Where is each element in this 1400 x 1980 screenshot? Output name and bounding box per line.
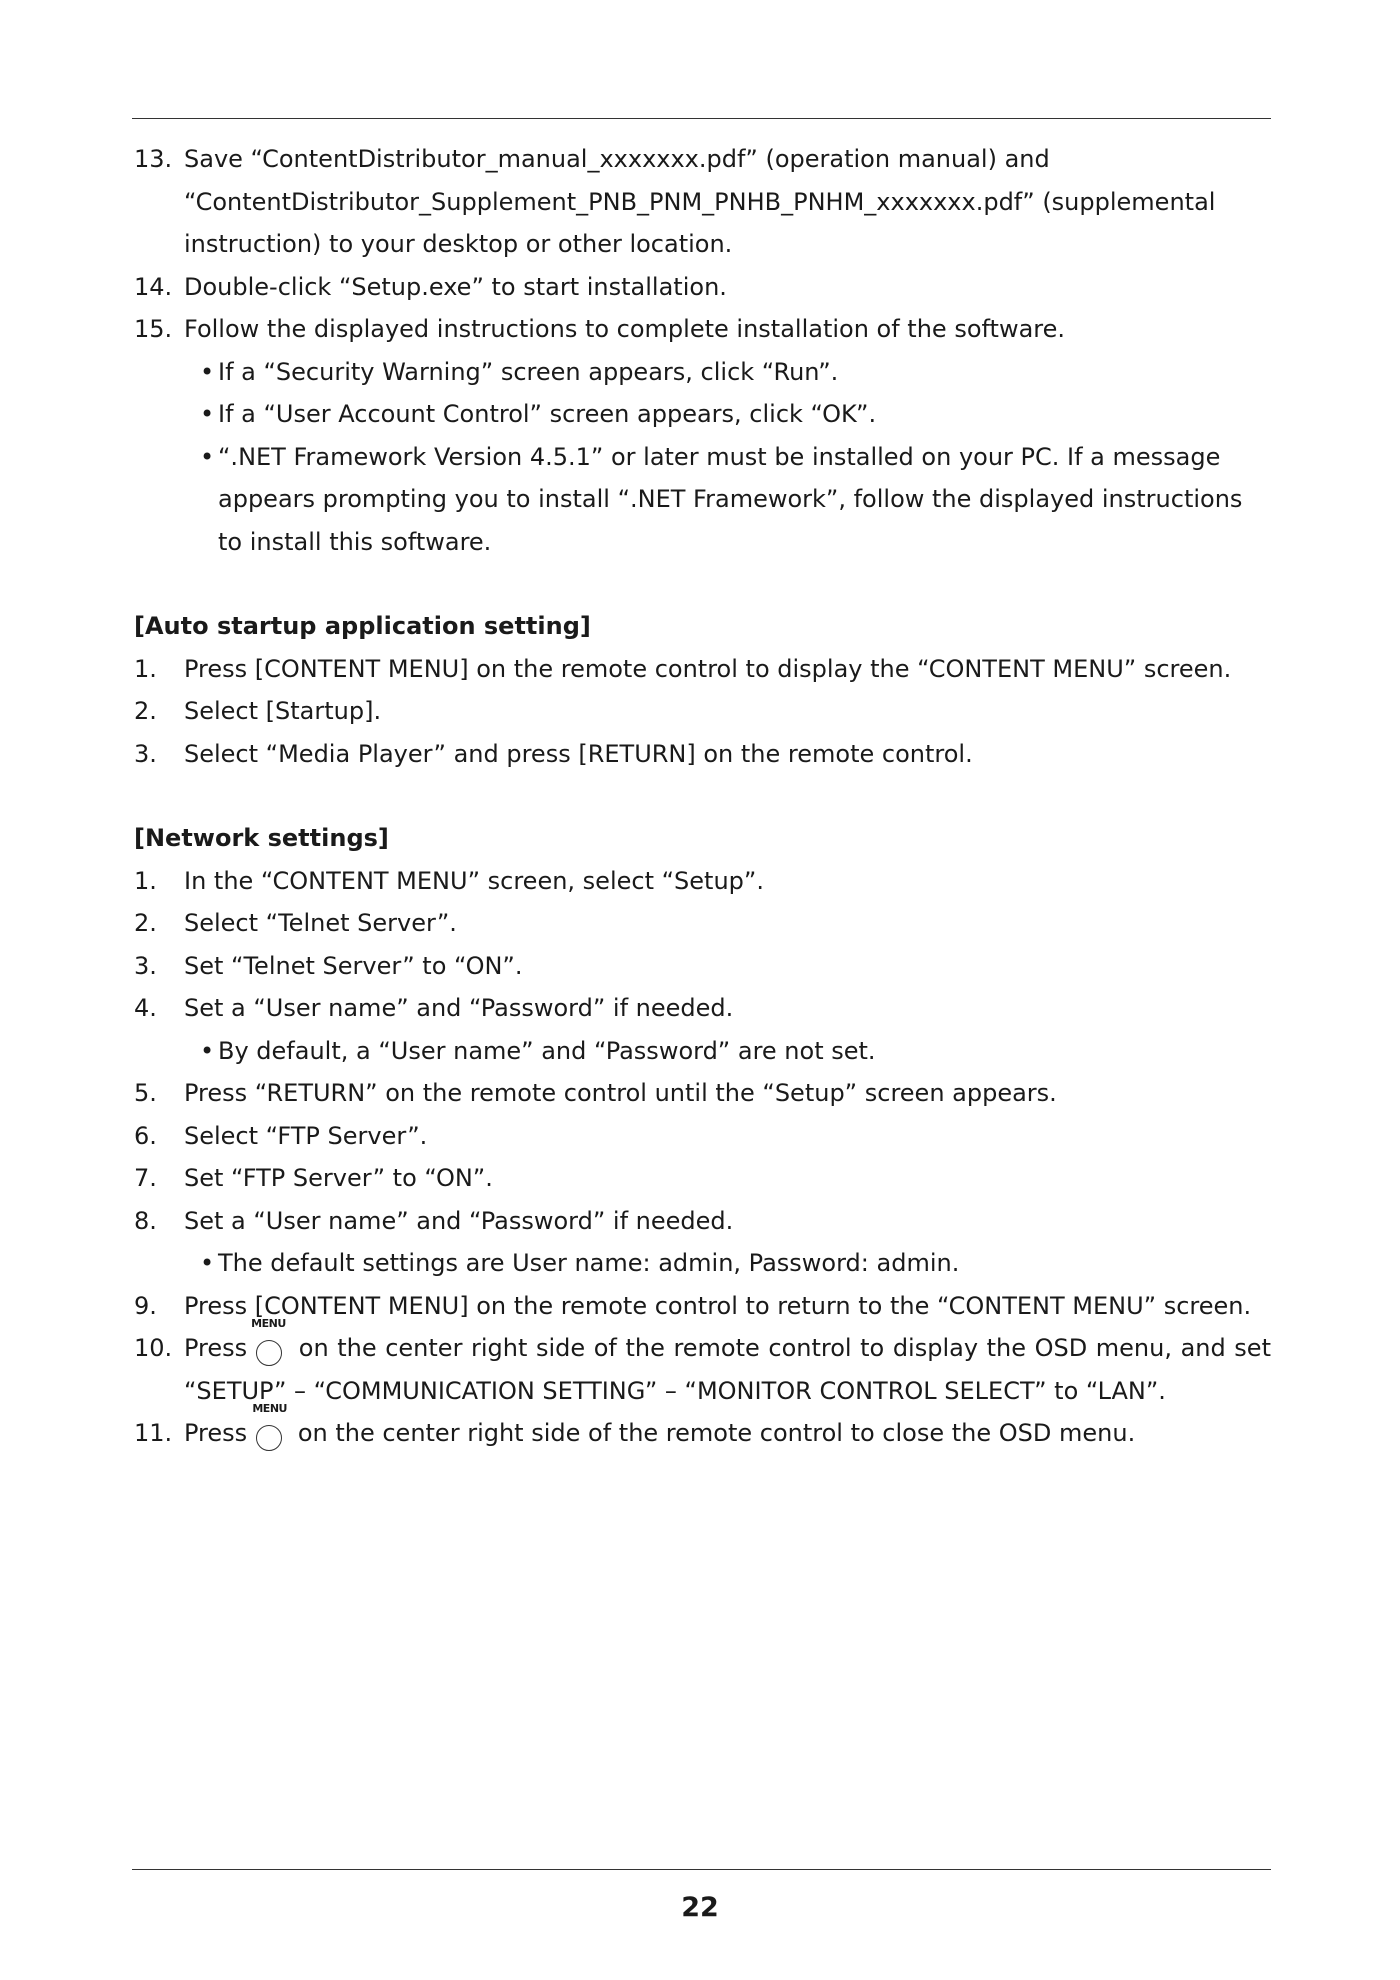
- step-text-line-1: [184, 1317, 1271, 1370]
- step-number: 3.: [134, 739, 157, 768]
- step-text: Double-click “Setup.exe” to start installation.: [184, 272, 727, 301]
- step-text-rest: on the center right side of the remote control to display the OSD menu, and set: [298, 1334, 1271, 1362]
- bullet-icon: •: [200, 1249, 215, 1277]
- network-step-4: [134, 987, 1271, 1030]
- step-text: Set a “User name” and “Password” if needed.: [184, 1206, 734, 1235]
- install-note: [134, 436, 1271, 564]
- step-text: Press [CONTENT MENU] on the remote control to return to the “CONTENT MENU” screen.: [184, 1291, 1252, 1320]
- step-text-line-1: [184, 1402, 1271, 1455]
- install-step-13: [134, 138, 1271, 266]
- network-note-4: [134, 1030, 1271, 1073]
- step-text-line-2: “ContentDistributor_Supplement_PNB_PNM_PNHB_PNHM_xxxxxxx.pdf” (supplemental: [184, 187, 1216, 216]
- step-number: 4.: [134, 994, 157, 1022]
- network-step-1: [134, 860, 1271, 903]
- network-step-9: [134, 1285, 1271, 1328]
- bullet-icon: •: [200, 357, 215, 386]
- install-step-15: [134, 308, 1271, 351]
- network-settings-heading: [Network settings]: [134, 824, 389, 852]
- step-number: 3.: [134, 951, 157, 980]
- network-step-10: [134, 1317, 1271, 1412]
- step-number: 9.: [134, 1291, 157, 1320]
- step-text: Press “RETURN” on the remote control until the “Setup” screen appears.: [184, 1079, 1057, 1107]
- bullet-icon: •: [200, 442, 215, 471]
- network-step-8: [134, 1200, 1271, 1243]
- step-text: Press [CONTENT MENU] on the remote control to display the “CONTENT MENU” screen.: [184, 654, 1232, 683]
- menu-button-icon: [251, 1317, 286, 1366]
- network-step-7: [134, 1157, 1271, 1200]
- step-number: 8.: [134, 1206, 157, 1235]
- step-number: 15.: [134, 315, 173, 343]
- network-step-6: [134, 1115, 1271, 1158]
- step-text: Set “FTP Server” to “ON”.: [184, 1164, 493, 1192]
- step-text: Set “Telnet Server” to “ON”.: [184, 951, 523, 980]
- menu-button-label: MENU: [252, 1402, 287, 1415]
- footer-rule: [132, 1869, 1271, 1870]
- step-number: 6.: [134, 1121, 157, 1150]
- network-step-11: [134, 1402, 1271, 1455]
- install-step-14: [134, 266, 1271, 309]
- step-number: 10.: [134, 1334, 173, 1362]
- note-text: If a “User Account Control” screen appears, click “OK”.: [218, 400, 877, 428]
- network-step-5: [134, 1072, 1271, 1115]
- auto-startup-heading: [Auto startup application setting]: [134, 612, 591, 640]
- install-note: [134, 351, 1271, 394]
- step-text-line-1: Save “ContentDistributor_manual_xxxxxxx.pdf” (operation manual) and: [184, 145, 1050, 173]
- header-rule: [132, 118, 1271, 119]
- network-note-8: [134, 1242, 1271, 1285]
- menu-button-icon: [252, 1402, 287, 1451]
- press-word: Press: [184, 1419, 248, 1447]
- document-body: [134, 138, 1271, 1455]
- note-text: “.NET Framework Version 4.5.1” or later must be installed on your PC. If a message appears prompting you to install “.NET Framework”, follow the displayed instructions to install this software.: [218, 442, 1243, 556]
- bullet-icon: •: [200, 400, 215, 428]
- note-text: By default, a “User name” and “Password” are not set.: [218, 1036, 876, 1065]
- note-text: If a “Security Warning” screen appears, click “Run”.: [218, 357, 839, 386]
- step-number: 1.: [134, 654, 157, 683]
- step-text-line-2: “SETUP” – “COMMUNICATION SETTING” – “MONITOR CONTROL SELECT” to “LAN”.: [184, 1376, 1166, 1405]
- install-note: [134, 393, 1271, 436]
- auto-startup-step-2: [134, 690, 1271, 733]
- step-number: 13.: [134, 145, 173, 173]
- step-number: 14.: [134, 272, 173, 301]
- step-number: 1.: [134, 866, 157, 895]
- step-text: Select “Telnet Server”.: [184, 909, 457, 937]
- step-text: Select “FTP Server”.: [184, 1121, 428, 1150]
- step-number: 5.: [134, 1079, 157, 1107]
- network-step-3: [134, 945, 1271, 988]
- note-text: The default settings are User name: admin, Password: admin.: [218, 1249, 960, 1277]
- step-number: 2.: [134, 697, 157, 725]
- step-text: In the “CONTENT MENU” screen, select “Setup”.: [184, 866, 764, 895]
- page-number: 22: [681, 1892, 719, 1923]
- step-text-rest: on the center right side of the remote control to close the OSD menu.: [297, 1419, 1136, 1447]
- step-text-line-3: instruction) to your desktop or other location.: [184, 230, 733, 258]
- step-number: 2.: [134, 909, 157, 937]
- step-text: Select “Media Player” and press [RETURN] on the remote control.: [184, 739, 973, 768]
- step-text: Set a “User name” and “Password” if needed.: [184, 994, 734, 1022]
- press-word: Press: [184, 1334, 248, 1362]
- network-step-2: [134, 902, 1271, 945]
- step-text: Select [Startup].: [184, 697, 382, 725]
- step-text: Follow the displayed instructions to complete installation of the software.: [184, 315, 1066, 343]
- bullet-icon: •: [200, 1036, 215, 1065]
- menu-button-label: MENU: [251, 1317, 286, 1330]
- auto-startup-step-1: [134, 648, 1271, 691]
- step-number: 7.: [134, 1164, 157, 1192]
- auto-startup-step-3: [134, 733, 1271, 776]
- step-number: 11.: [134, 1419, 173, 1447]
